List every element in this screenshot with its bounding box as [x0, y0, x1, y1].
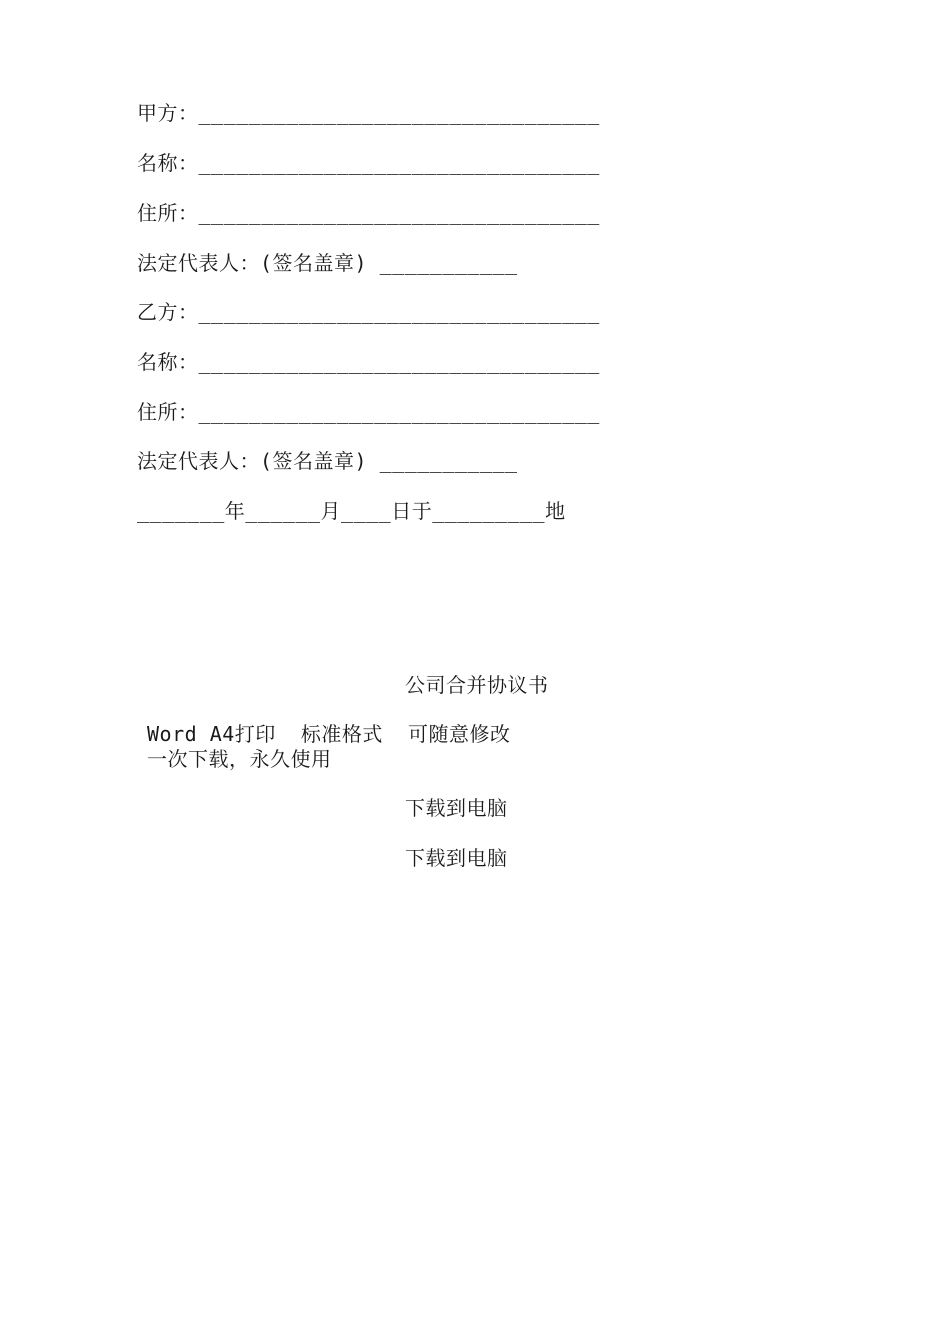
signing-date-place-line: _______年______月____日于_________地	[137, 499, 566, 523]
promo-text-line-1: Word A4打印 标准格式 可随意修改	[147, 722, 511, 746]
document-title: 公司合并协议书	[405, 673, 549, 697]
party-b-name-line: 名称：________________________________	[137, 350, 600, 374]
party-a-representative-line: 法定代表人：(签名盖章) ___________	[137, 251, 518, 275]
promo-text-line-2: 一次下载，永久使用	[147, 747, 332, 771]
party-a-line: 甲方：________________________________	[137, 101, 600, 125]
party-b-representative-line: 法定代表人：(签名盖章) ___________	[137, 449, 518, 473]
party-a-address-line: 住所：________________________________	[137, 201, 600, 225]
download-to-computer-link[interactable]: 下载到电脑	[405, 796, 508, 820]
party-b-address-line: 住所：________________________________	[137, 400, 600, 424]
party-b-line: 乙方：________________________________	[137, 300, 600, 324]
party-a-name-line: 名称：________________________________	[137, 151, 600, 175]
download-to-computer-link-2[interactable]: 下载到电脑	[405, 846, 508, 870]
